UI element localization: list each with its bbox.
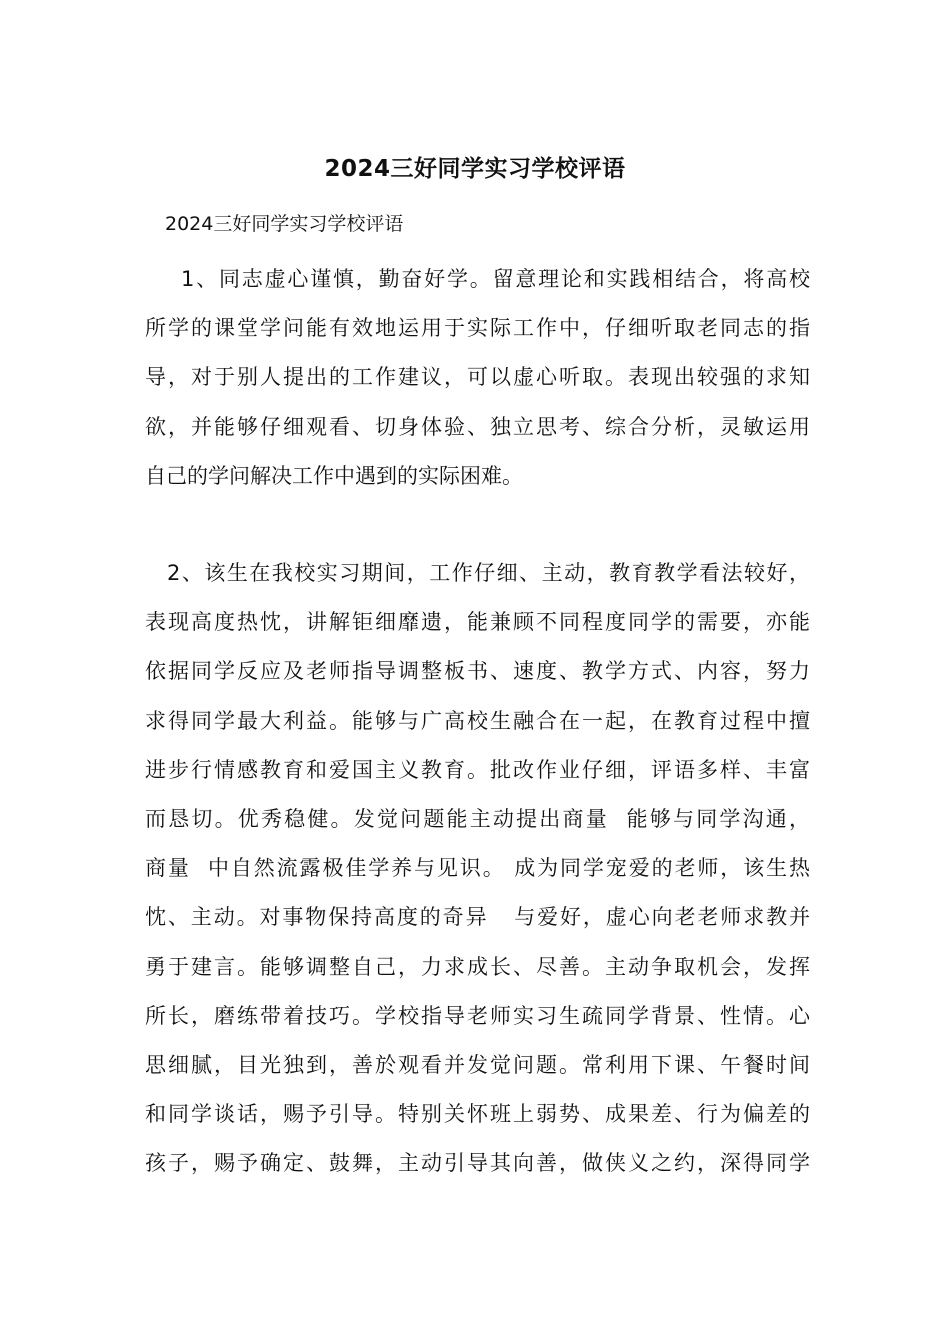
- paragraph-line: 所长，磨练带着技巧。学校指导老师实习生疏同学背景、性情。心: [145, 1003, 810, 1028]
- paragraph-line: 孩子，赐予确定、鼓舞，主动引导其向善，做侠义之约，深得同学: [145, 1151, 810, 1176]
- paragraph-line: 而恳切。优秀稳健。发觉问题能主动提出商量 能够与同学沟通，: [145, 806, 810, 831]
- paragraph-line: 进步行情感教育和爱国主义教育。批改作业仔细，评语多样、丰富: [145, 757, 810, 782]
- paragraph-line: 导，对于别人提出的工作建议，可以虚心听取。表现出较强的求知: [145, 365, 810, 390]
- paragraph-line: 忱、主动。对事物保持高度的奇异 与爱好，虚心向老老师求教并: [145, 905, 810, 930]
- document-subtitle: 2024三好同学实习学校评语: [165, 213, 404, 235]
- paragraph-line: 商量 中自然流露极佳学养与见识。 成为同学宠爱的老师，该生热: [145, 856, 810, 881]
- paragraph-line: 1、同志虚心谨慎，勤奋好学。留意理论和实践相结合，将高校: [181, 267, 810, 291]
- document-title: 2024三好同学实习学校评语: [324, 156, 626, 182]
- paragraph-1: [145, 255, 810, 501]
- paragraph-line: 表现高度热忱，讲解钜细靡遗，能兼顾不同程度同学的需要，亦能: [145, 610, 810, 635]
- paragraph-line: 所学的课堂学问能有效地运用于实际工作中，仔细听取老同志的指: [145, 316, 810, 341]
- paragraph-2: [145, 549, 810, 1188]
- paragraph-line: 2、该生在我校实习期间，工作仔细、主动，教育教学看法较好，: [167, 561, 810, 585]
- paragraph-line: 依据同学反应及老师指导调整板书、速度、教学方式、内容，努力: [145, 659, 810, 684]
- paragraph-line: 思细腻，目光独到，善於观看并发觉问题。常利用下课、午餐时间: [145, 1052, 810, 1077]
- paragraph-line: 欲，并能够仔细观看、切身体验、独立思考、综合分析，灵敏运用: [145, 414, 810, 439]
- paragraph-line: 自己的学问解决工作中遇到的实际困难。: [145, 463, 523, 488]
- paragraph-line: 求得同学最大利益。能够与广高校生融合在一起，在教育过程中擅: [145, 708, 810, 733]
- paragraph-line: 勇于建言。能够调整自己，力求成长、尽善。主动争取机会，发挥: [145, 954, 810, 979]
- paragraph-line: 和同学谈话，赐予引导。特别关怀班上弱势、成果差、行为偏差的: [145, 1102, 810, 1127]
